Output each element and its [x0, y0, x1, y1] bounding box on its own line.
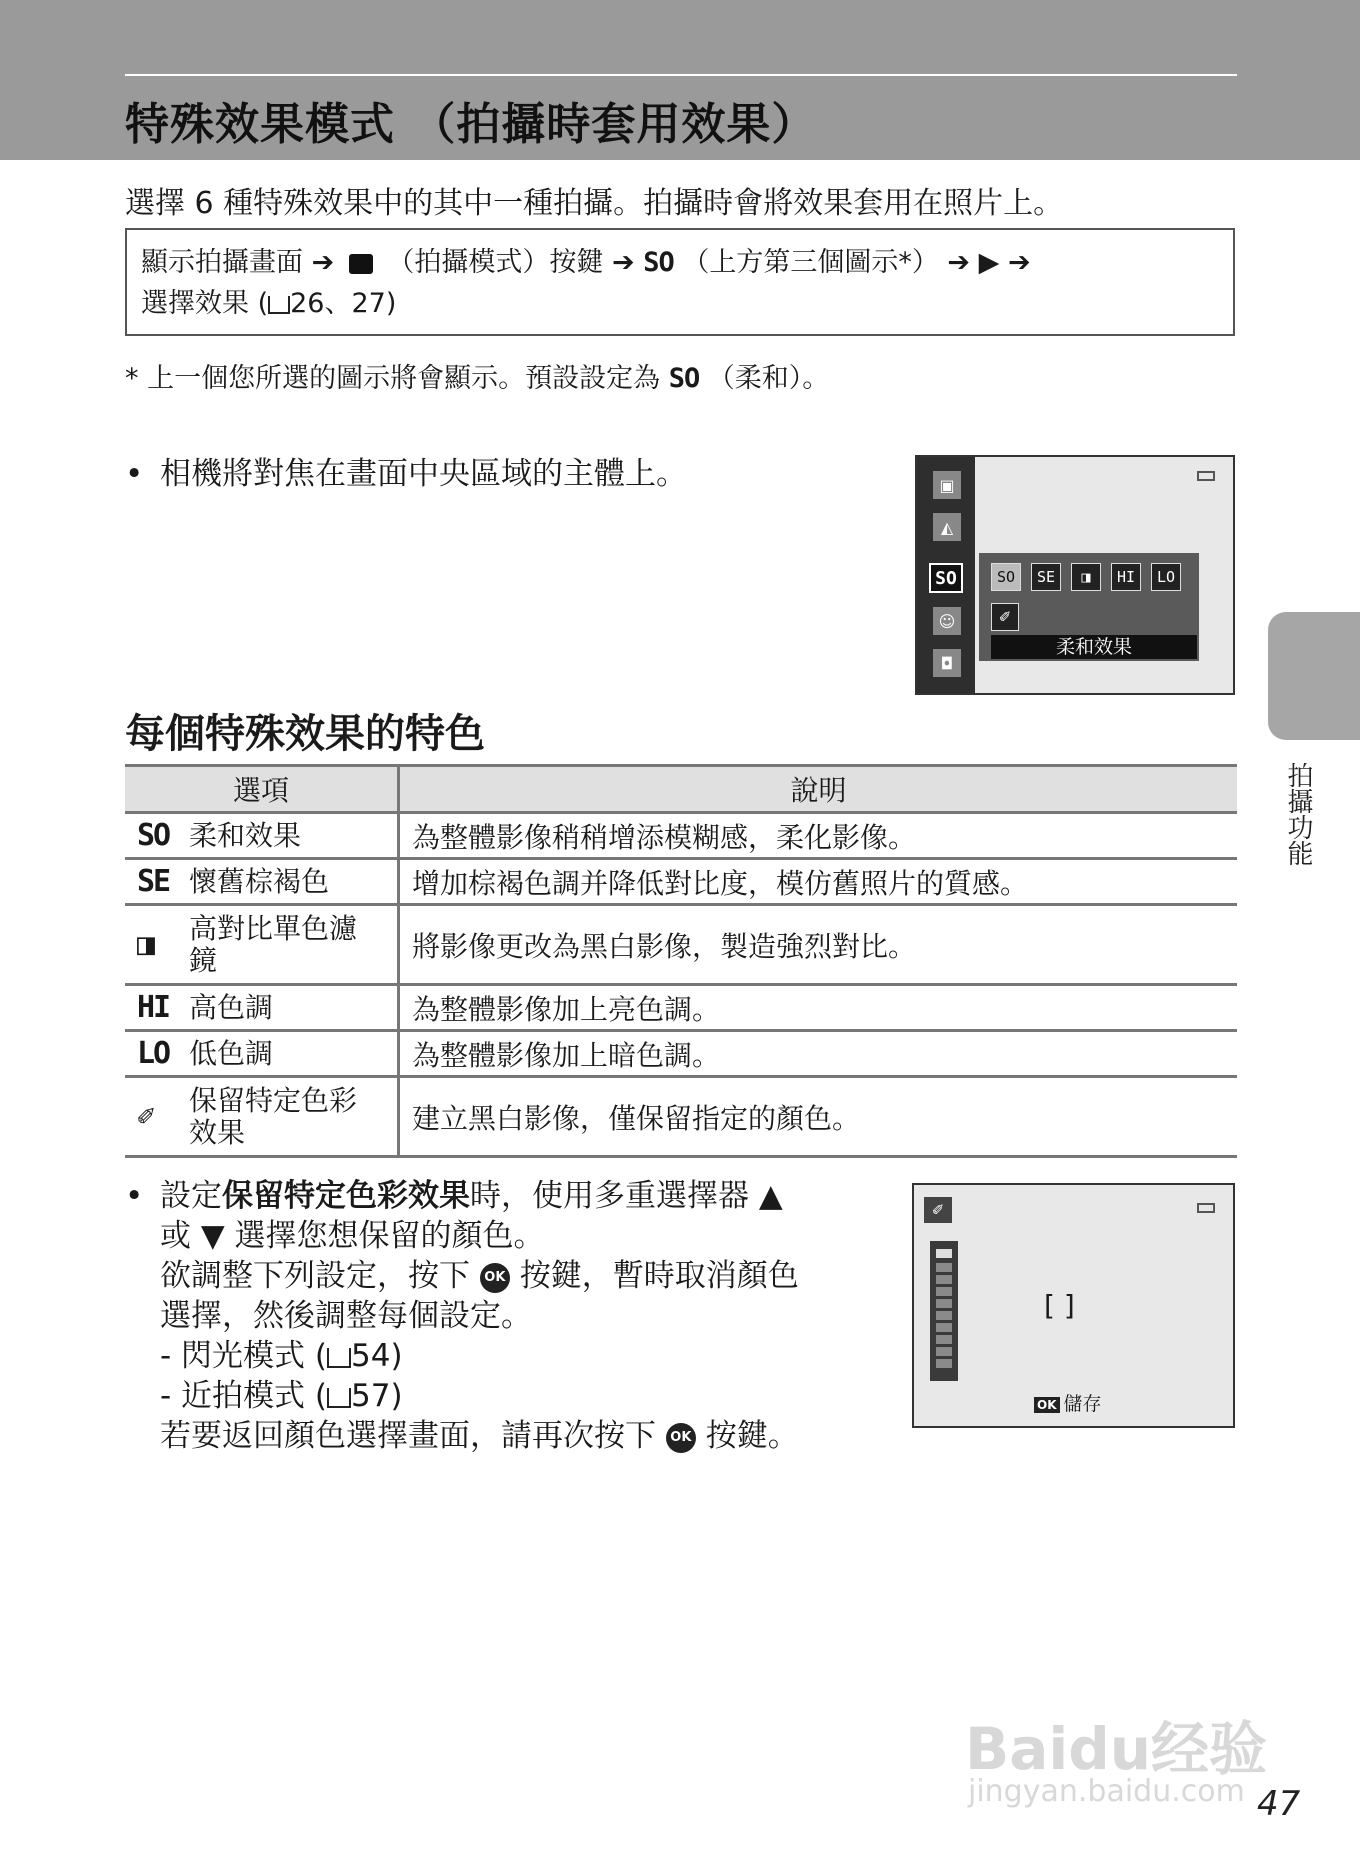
- nav-text-b: （拍攝模式）按鍵 ➔: [387, 247, 635, 278]
- mode-icon-column: [917, 457, 975, 693]
- bullet-dot: •: [125, 1178, 144, 1214]
- option-label: 高色調: [189, 990, 274, 1024]
- ok-button-icon: OK: [666, 1423, 696, 1453]
- description-cell: 為整體影像加上亮色調。: [399, 985, 1238, 1031]
- book-ref-icon: [327, 1348, 351, 1368]
- page-title: 特殊效果模式 （拍攝時套用效果）: [125, 99, 817, 150]
- watermark: Baidu经验: [965, 1715, 1268, 1783]
- description-cell: 為整體影像加上暗色調。: [399, 1031, 1238, 1077]
- camera-screen-color-select: [912, 1183, 1235, 1428]
- option-cell: [125, 813, 399, 859]
- monochrome-icon: ◨: [137, 927, 154, 962]
- effect-option-high-key: HI: [1111, 563, 1141, 591]
- footnote: [125, 356, 829, 395]
- footnote-prefix: * 上一個您所選的圖示將會顯示。預設設定為: [125, 363, 661, 394]
- bullet-selective-color: [125, 1176, 865, 1456]
- option-cell: [125, 905, 399, 985]
- bullet2-line: 選擇，然後調整每個設定。: [160, 1298, 532, 1334]
- option-label: 低色調: [189, 1036, 274, 1070]
- special-effects-icon: SO: [929, 563, 963, 593]
- description-cell: 建立黑白影像，僅保留指定的顏色。: [399, 1077, 1238, 1157]
- bullet2-text: 時，使用多重選擇器 ▲: [470, 1178, 783, 1214]
- battery-icon: [1197, 1203, 1215, 1213]
- camera-icon: [349, 254, 373, 274]
- sepia-icon: SE: [137, 864, 170, 899]
- bullet2-text: 54): [351, 1338, 403, 1374]
- bullet2-text: 按鍵。: [705, 1418, 799, 1454]
- description-cell: 將影像更改為黑白影像，製造強烈對比。: [399, 905, 1238, 985]
- footnote-suffix: （柔和）。: [707, 363, 830, 394]
- slider-cell: [936, 1275, 952, 1284]
- effect-selector-panel: [979, 553, 1199, 661]
- effect-label: 柔和效果: [991, 635, 1197, 659]
- description-cell: 增加棕褐色調并降低對比度，模仿舊照片的質感。: [399, 859, 1238, 905]
- option-label: 柔和效果: [189, 818, 302, 852]
- nav-text-line2: 選擇效果 (: [141, 288, 269, 319]
- slider-cell: [936, 1335, 952, 1344]
- bullet2-text: 設定: [160, 1178, 222, 1214]
- option-cell: [125, 1077, 399, 1157]
- book-ref-icon: [268, 296, 290, 314]
- save-hint: [1034, 1389, 1102, 1416]
- bullet2-text: - 閃光模式 (: [160, 1338, 327, 1374]
- bullet2-line: [125, 1256, 865, 1296]
- so-icon: SO: [643, 247, 674, 278]
- slider-cell: [936, 1323, 952, 1332]
- effects-table: [125, 764, 1237, 1158]
- watermark-url: jingyan.baidu.com: [968, 1774, 1245, 1809]
- table-row: [125, 813, 1237, 859]
- slider-cell: [936, 1359, 952, 1368]
- bullet2-text: 57): [351, 1378, 403, 1414]
- ok-button-icon: OK: [1034, 1397, 1060, 1413]
- effect-option-monochrome: ◨: [1071, 563, 1101, 591]
- save-label: 儲存: [1063, 1393, 1102, 1415]
- table-row: [125, 985, 1237, 1031]
- bullet2-text: 欲調整下列設定，按下: [160, 1258, 470, 1294]
- option-label: 懷舊棕褐色: [189, 864, 330, 898]
- header-option: 選項: [125, 766, 399, 813]
- table-row: [125, 859, 1237, 905]
- slider-cell: [936, 1263, 952, 1272]
- bullet2-line: 或 ▼ 選擇您想保留的顏色。: [160, 1218, 545, 1254]
- slider-cell: [936, 1249, 952, 1258]
- nav-ref: 26、27): [290, 288, 397, 319]
- bullet2-bold: 保留特定色彩效果: [222, 1178, 470, 1214]
- bullet2-line: [125, 1416, 865, 1456]
- effect-option-soft: SO: [991, 563, 1021, 591]
- table-header-row: [125, 766, 1237, 813]
- slider-cell: [936, 1311, 952, 1320]
- bullet2-line: [125, 1336, 865, 1376]
- navigation-line-2: [141, 283, 1219, 324]
- table-row: [125, 905, 1237, 985]
- bullet2-line: [125, 1376, 865, 1416]
- night-portrait-icon: ◭: [933, 513, 961, 541]
- so-icon: SO: [668, 363, 700, 394]
- slider-cell: [936, 1287, 952, 1296]
- option-cell: [125, 985, 399, 1031]
- header-rule: [125, 74, 1237, 76]
- navigation-box: [125, 228, 1235, 336]
- selective-color-icon: ✐: [991, 603, 1019, 631]
- chapter-tab: [1268, 612, 1360, 740]
- book-ref-icon: [327, 1388, 351, 1408]
- bullet2-line: [125, 1176, 865, 1216]
- option-cell: [125, 859, 399, 905]
- option-label: 保留特定色彩效果: [189, 1083, 358, 1149]
- camera-screen-menu: [915, 455, 1235, 695]
- focus-bracket: [ ]: [1044, 1289, 1075, 1322]
- smart-portrait-icon: ☺: [933, 607, 961, 635]
- bullet-dot: •: [125, 456, 144, 492]
- description-cell: 為整體影像稍稍增添模糊感，柔化影像。: [399, 813, 1238, 859]
- low-key-icon: LO: [137, 1036, 170, 1071]
- nav-text-c: （上方第三個圖示*） ➔ ▶ ➔: [682, 247, 1031, 278]
- bullet2-text: 按鍵，暫時取消顏色: [519, 1258, 799, 1294]
- bullet-focus: [125, 448, 687, 493]
- slider-cell: [936, 1347, 952, 1356]
- navigation-line-1: [141, 242, 1219, 283]
- table-row: [125, 1077, 1237, 1157]
- chapter-label: 拍攝功能: [1283, 762, 1313, 866]
- slider-cell: [936, 1299, 952, 1308]
- high-key-icon: HI: [137, 990, 170, 1025]
- nav-text-a: 顯示拍攝畫面 ➔: [141, 247, 335, 278]
- color-slider: [930, 1241, 958, 1381]
- scene-mode-icon: ▣: [933, 471, 961, 499]
- soft-icon: SO: [137, 818, 170, 853]
- bullet2-text: - 近拍模式 (: [160, 1378, 327, 1414]
- intro-text: 選擇 6 種特殊效果中的其中一種拍攝。拍攝時會將效果套用在照片上。: [125, 186, 1064, 221]
- effect-option-low-key: LO: [1151, 563, 1181, 591]
- selective-color-icon: ✐: [924, 1197, 952, 1223]
- page-number: 47: [1257, 1784, 1301, 1824]
- table-row: [125, 1031, 1237, 1077]
- effect-option-sepia: SE: [1031, 563, 1061, 591]
- section-heading: 每個特殊效果的特色: [125, 711, 485, 757]
- ok-button-icon: OK: [480, 1263, 510, 1293]
- bullet2-text: 若要返回顏色選擇畫面，請再次按下: [160, 1418, 656, 1454]
- header-description: 說明: [399, 766, 1238, 813]
- auto-mode-camera-icon: ◘: [933, 649, 961, 677]
- bullet-focus-text: 相機將對焦在畫面中央區域的主體上。: [160, 456, 687, 492]
- option-cell: [125, 1031, 399, 1077]
- battery-icon: [1197, 471, 1215, 481]
- option-label: 高對比單色濾鏡: [189, 911, 358, 977]
- selective-color-icon: ✐: [137, 1099, 154, 1134]
